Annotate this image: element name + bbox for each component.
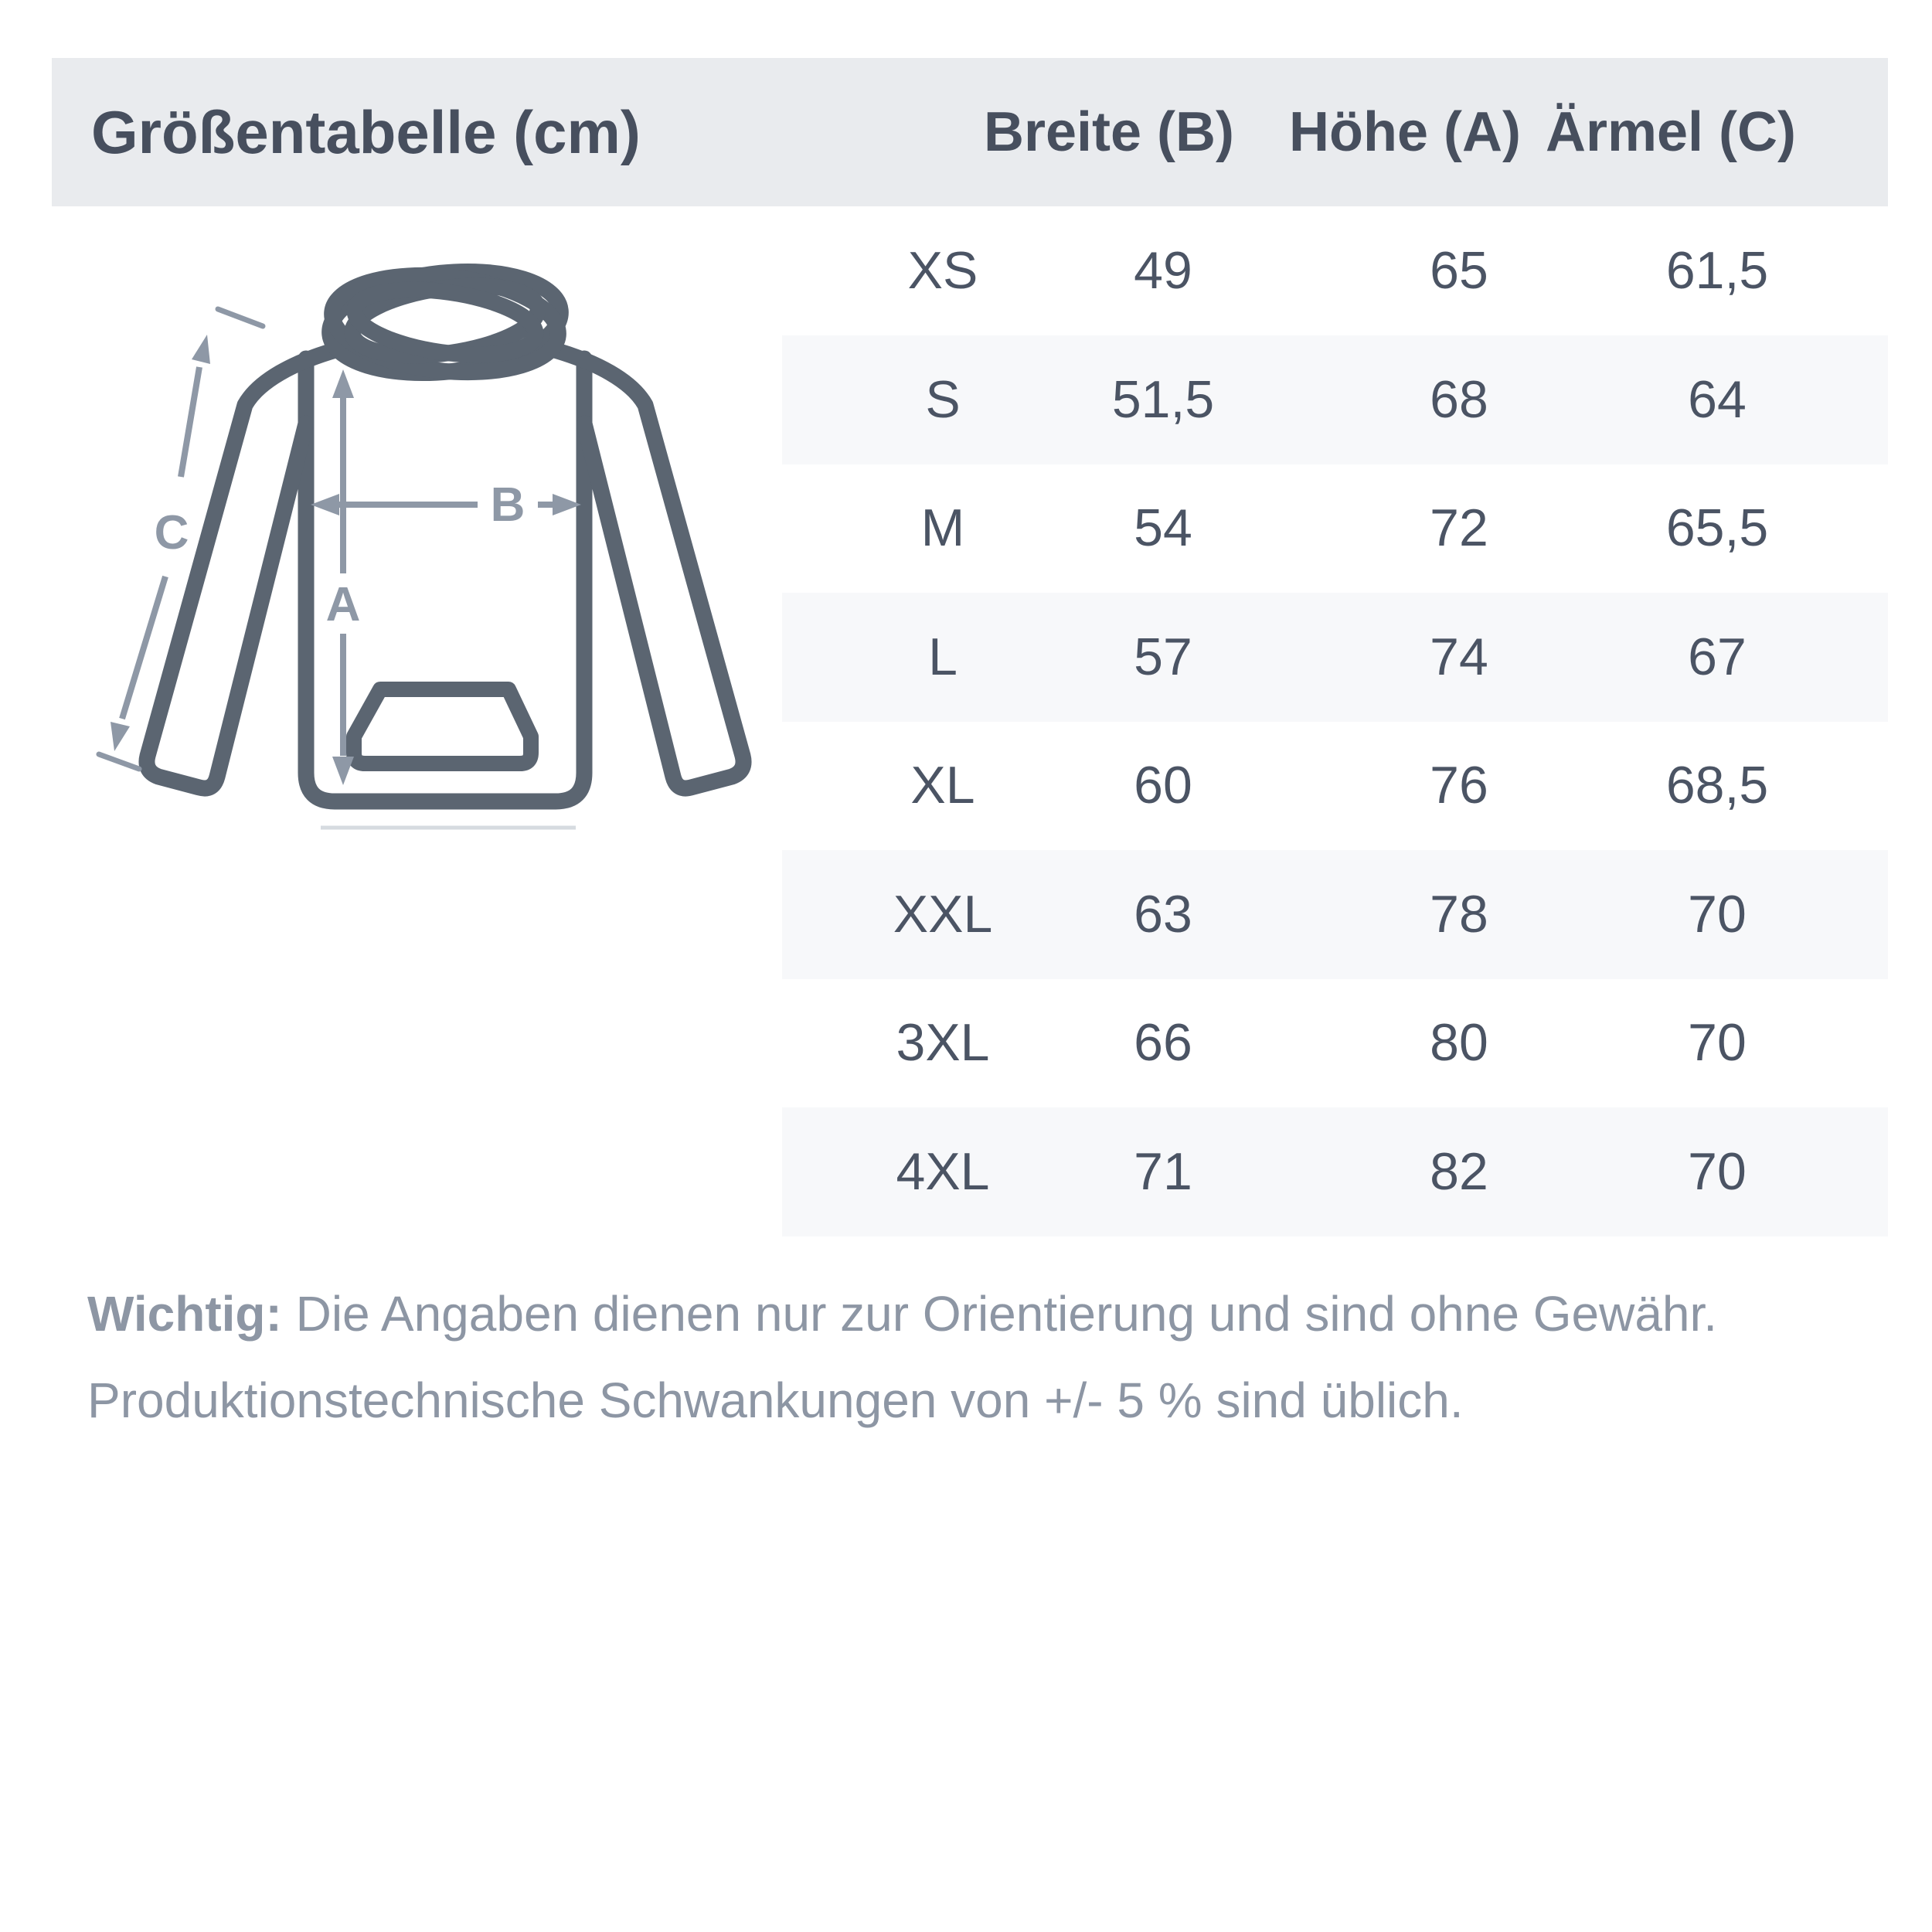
hoehe-value: 76 [1430, 756, 1488, 815]
size-label: 4XL [896, 1141, 990, 1201]
measure-c-line-top [181, 367, 199, 477]
aermel-value: 70 [1688, 884, 1747, 944]
aermel-value: 64 [1688, 369, 1747, 429]
measure-a-arrowhead-down [332, 757, 354, 785]
aermel-value: 67 [1688, 627, 1747, 686]
hoehe-value: 78 [1430, 884, 1488, 944]
table-row-m [782, 464, 1888, 593]
measure-c-arrowhead-up [192, 335, 210, 364]
hoehe-value: 68 [1430, 369, 1488, 429]
size-label: XS [907, 241, 978, 300]
hoehe-value: 80 [1430, 1013, 1488, 1072]
hoodie-measurement-diagram [62, 216, 796, 873]
size-label: L [928, 627, 957, 686]
size-label: M [920, 498, 965, 557]
column-header-aermel: Ärmel (C) [1545, 101, 1797, 163]
hoehe-value: 82 [1430, 1141, 1488, 1201]
breite-value: 54 [1134, 498, 1192, 557]
disclaimer-line2: Produktionstechnische Schwankungen von +/- 5 % sind üblich. [87, 1372, 1464, 1428]
disclaimer-note [87, 1270, 1865, 1444]
breite-value: 66 [1134, 1013, 1192, 1072]
disclaimer-line1 [87, 1286, 1717, 1342]
breite-value: 71 [1134, 1141, 1192, 1201]
breite-value: 63 [1134, 884, 1192, 944]
table-header [52, 58, 1888, 206]
measure-c-end-tick-top [218, 309, 263, 326]
aermel-value: 65,5 [1665, 498, 1769, 557]
breite-value: 49 [1134, 241, 1192, 300]
page-title: Größentabelle (cm) [91, 98, 641, 166]
hoehe-value: 72 [1430, 498, 1488, 557]
aermel-value: 68,5 [1665, 756, 1769, 815]
disclaimer-bold-word: Wichtig: [87, 1286, 282, 1342]
aermel-value: 61,5 [1665, 241, 1769, 300]
measure-label-b: B [490, 478, 526, 532]
table-row-s [782, 335, 1888, 464]
measure-label-c: C [154, 506, 189, 560]
size-label: XXL [893, 884, 993, 944]
hoehe-value: 74 [1430, 627, 1488, 686]
measure-c-arrowhead-down [111, 722, 130, 751]
size-label: S [925, 369, 961, 429]
measure-label-a: A [325, 578, 361, 631]
size-label: 3XL [896, 1013, 990, 1072]
aermel-value: 70 [1688, 1013, 1747, 1072]
table-row-3xl [782, 978, 1888, 1107]
column-header-hoehe: Höhe (A) [1289, 101, 1521, 163]
measure-b-arrowhead-left [311, 494, 339, 515]
hoodie-right-sleeve [546, 348, 743, 788]
breite-value: 57 [1134, 627, 1192, 686]
size-label: XL [910, 756, 975, 815]
table-row-4xl [782, 1107, 1888, 1236]
table-row-xl [782, 721, 1888, 850]
table-row-xs [782, 206, 1888, 335]
breite-value: 60 [1134, 756, 1192, 815]
measure-a-arrowhead-up [332, 369, 354, 398]
hoehe-value: 65 [1430, 241, 1488, 300]
column-header-breite: Breite (B) [983, 101, 1235, 163]
breite-value: 51,5 [1111, 369, 1215, 429]
table-row-xxl [782, 850, 1888, 979]
hoodie-left-sleeve [147, 348, 344, 788]
aermel-value: 70 [1688, 1141, 1747, 1201]
hoodie-pocket [354, 689, 531, 764]
disclaimer-line1-rest: Die Angaben dienen nur zur Orientierung und sind ohne Gewähr. [281, 1286, 1718, 1342]
measure-c-end-tick-bottom [99, 754, 139, 769]
table-row-l [782, 593, 1888, 722]
